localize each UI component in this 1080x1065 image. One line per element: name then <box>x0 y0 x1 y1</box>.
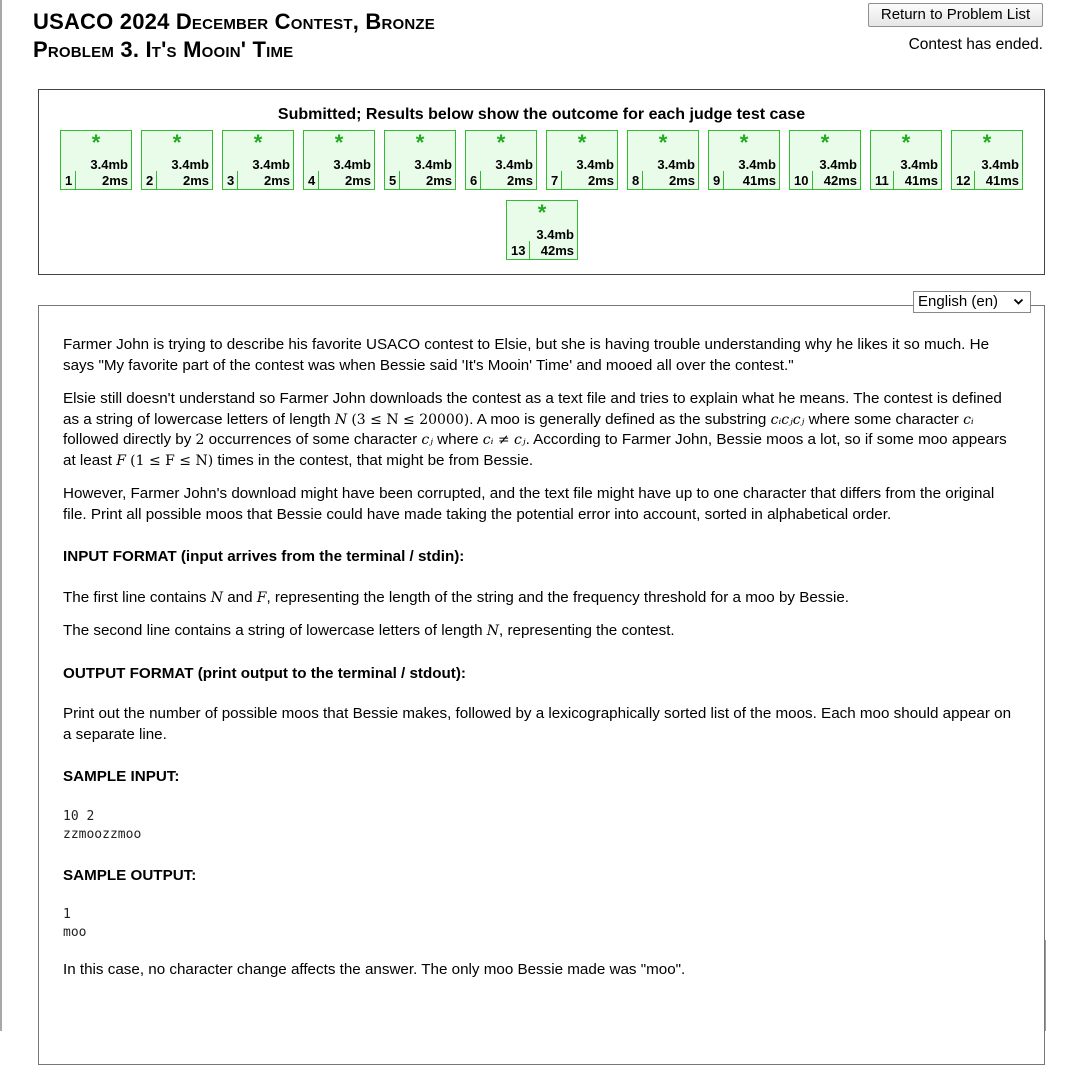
results-heading: Submitted; Results below show the outcome for each judge test case <box>277 106 806 123</box>
test-case-divider <box>237 171 238 189</box>
test-case-divider <box>399 171 400 189</box>
test-case-time: 2ms <box>182 173 209 188</box>
left-edge <box>0 0 2 1031</box>
text: followed directly by <box>63 431 196 448</box>
test-case-divider <box>75 171 76 189</box>
test-case-13 <box>506 200 578 260</box>
language-selected: English (en) <box>918 293 999 310</box>
pass-star-icon: * <box>901 130 911 155</box>
test-case-1 <box>60 130 132 190</box>
test-case-memory: 3.4mb <box>576 157 614 172</box>
test-case-memory: 3.4mb <box>414 157 452 172</box>
statement-paragraph-1: Farmer John is trying to describe his favorite USACO contest to Elsie, but she is having trouble understanding why he likes it so much. He says "My favorite part of the contest was when Bessie said 'It's Mooin' Time' and mooed all over the contest." <box>63 336 990 374</box>
problem-statement <box>63 335 1018 994</box>
test-case-time: 2ms <box>668 173 695 188</box>
test-case-divider <box>480 171 481 189</box>
return-to-problem-list-button[interactable]: Return to Problem List <box>868 3 1043 27</box>
text: . A moo is generally defined as the substring <box>469 410 771 428</box>
math-cj: cⱼ <box>421 432 433 448</box>
math-ci-ne-cj: cᵢ ≠ cⱼ <box>482 432 526 448</box>
test-case-number: 1 <box>65 173 73 188</box>
test-case-time: 2ms <box>425 173 452 188</box>
test-case-time: 2ms <box>344 173 371 188</box>
test-case-number: 2 <box>146 173 154 188</box>
test-case-2 <box>141 130 213 190</box>
math-two: 2 <box>195 432 205 448</box>
math-f: F <box>256 589 267 606</box>
test-case-time: 42ms <box>823 173 857 188</box>
math-n: N <box>210 589 223 606</box>
test-case-time: 41ms <box>904 173 938 188</box>
test-case-10 <box>789 130 861 190</box>
pass-star-icon: * <box>739 130 749 155</box>
test-case-9 <box>708 130 780 190</box>
text: occurrences of some character <box>204 431 422 448</box>
text: where <box>432 431 483 448</box>
test-case-divider <box>974 171 975 189</box>
text: The first line contains <box>63 588 211 606</box>
test-case-6 <box>465 130 537 190</box>
test-case-12 <box>951 130 1023 190</box>
language-select[interactable] <box>913 291 1031 313</box>
test-case-number: 5 <box>389 173 397 188</box>
test-case-memory: 3.4mb <box>738 157 776 172</box>
input-line-1 <box>63 588 1018 609</box>
text: . According to Farmer John, Bessie moos a lot, so if some moo appears at least <box>63 431 1007 469</box>
sample-output-block: 1 moo <box>63 907 87 940</box>
sample-output-heading: SAMPLE OUTPUT: <box>63 866 197 884</box>
text: The second line contains a string of lowercase letters of length <box>63 622 487 639</box>
test-case-divider <box>529 241 530 259</box>
test-case-time: 41ms <box>985 173 1019 188</box>
input-line-2 <box>63 621 1018 642</box>
pass-star-icon: * <box>577 130 587 155</box>
test-case-memory: 3.4mb <box>819 157 857 172</box>
text: Elsie still doesn't understand so Farmer John downloads the contest as a text file and tries to explain what he means. The contest is defined as a string of lowercase letters of length <box>63 390 1002 428</box>
pass-star-icon: * <box>334 130 344 155</box>
test-case-number: 3 <box>227 173 235 188</box>
contest-status: Contest has ended. <box>908 36 1043 53</box>
test-case-memory: 3.4mb <box>981 157 1019 172</box>
pass-star-icon: * <box>415 130 425 155</box>
test-case-time: 2ms <box>101 173 128 188</box>
statement-paragraph-3: However, Farmer John's download might have been corrupted, and the text file might have up to one character that differs from the original file. Print all possible moos that Bessie could have made taking the potential error into account, sorted in alphabetical order. <box>63 485 995 523</box>
text: times in the contest, that might be from Bessie. <box>213 451 534 469</box>
test-case-number: 11 <box>875 173 889 188</box>
test-case-time: 2ms <box>587 173 614 188</box>
results-panel <box>38 89 1045 275</box>
test-case-number: 9 <box>713 173 721 188</box>
text: where some character <box>804 410 964 428</box>
problem-title: Problem 3. It's Mooin' Time <box>33 37 294 62</box>
text: , representing the length of the string and the frequency threshold for a moo by Bessie. <box>266 588 850 606</box>
test-case-8 <box>627 130 699 190</box>
test-case-time: 2ms <box>506 173 533 188</box>
test-case-number: 13 <box>511 243 526 258</box>
pass-star-icon: * <box>658 130 668 155</box>
statement-paragraph-2 <box>63 389 1018 471</box>
test-case-number: 12 <box>956 173 971 188</box>
output-format-heading: OUTPUT FORMAT (print output to the terminal / stdout): <box>63 664 466 682</box>
test-case-memory: 3.4mb <box>495 157 533 172</box>
test-case-3 <box>222 130 294 190</box>
math-n-range: (3 ≤ N ≤ 20000) <box>351 411 470 428</box>
output-description: Print out the number of possible moos that Bessie makes, followed by a lexicographically sorted list of the moos. Each moo should appear on a separate line. <box>63 705 1012 743</box>
pass-star-icon: * <box>820 130 830 155</box>
test-case-number: 6 <box>470 173 478 188</box>
page-title <box>33 8 435 64</box>
test-case-number: 7 <box>551 173 559 188</box>
pass-star-icon: * <box>496 130 506 155</box>
test-case-number: 4 <box>308 173 316 188</box>
text: and <box>222 588 257 606</box>
test-case-memory: 3.4mb <box>171 157 209 172</box>
test-case-divider <box>812 171 813 189</box>
test-case-7 <box>546 130 618 190</box>
input-format-heading: INPUT FORMAT (input arrives from the terminal / stdin): <box>63 548 465 565</box>
test-case-time: 2ms <box>263 173 290 188</box>
math-n: N <box>486 623 500 639</box>
math-ci: cᵢ <box>963 411 974 428</box>
test-case-4 <box>303 130 375 190</box>
test-case-11 <box>870 130 942 190</box>
test-case-divider <box>156 171 157 189</box>
test-case-number: 8 <box>632 173 640 188</box>
test-case-memory: 3.4mb <box>536 227 574 242</box>
test-case-divider <box>893 171 894 189</box>
test-case-divider <box>561 171 562 189</box>
test-case-memory: 3.4mb <box>333 157 371 172</box>
pass-star-icon: * <box>91 130 101 155</box>
math-moo: cᵢcⱼcⱼ <box>770 411 805 428</box>
sample-input-block: 10 2 zzmoozzmoo <box>63 808 142 842</box>
contest-title: USACO 2024 December Contest, Bronze <box>33 9 435 34</box>
test-case-memory: 3.4mb <box>657 157 695 172</box>
sample-input-heading: SAMPLE INPUT: <box>63 768 180 785</box>
test-case-divider <box>318 171 319 189</box>
pass-star-icon: * <box>982 130 992 155</box>
test-case-divider <box>642 171 643 189</box>
test-case-memory: 3.4mb <box>90 157 128 172</box>
math-f-range: (1 ≤ F ≤ N) <box>130 452 214 469</box>
pass-star-icon: * <box>253 130 263 155</box>
test-case-time: 42ms <box>540 243 574 258</box>
sample-explanation: In this case, no character change affects the answer. The only moo Bessie made was "moo". <box>63 961 686 978</box>
math-n: N <box>334 411 348 428</box>
text: , representing the contest. <box>499 622 675 639</box>
math-f: F <box>116 452 126 469</box>
test-case-5 <box>384 130 456 190</box>
chevron-down-icon <box>1013 292 1024 319</box>
test-case-memory: 3.4mb <box>252 157 290 172</box>
pass-star-icon: * <box>172 130 182 155</box>
test-case-divider <box>723 171 724 189</box>
pass-star-icon: * <box>537 200 547 225</box>
test-case-time: 41ms <box>742 173 776 188</box>
test-case-number: 10 <box>794 173 809 188</box>
test-case-memory: 3.4mb <box>900 157 938 172</box>
